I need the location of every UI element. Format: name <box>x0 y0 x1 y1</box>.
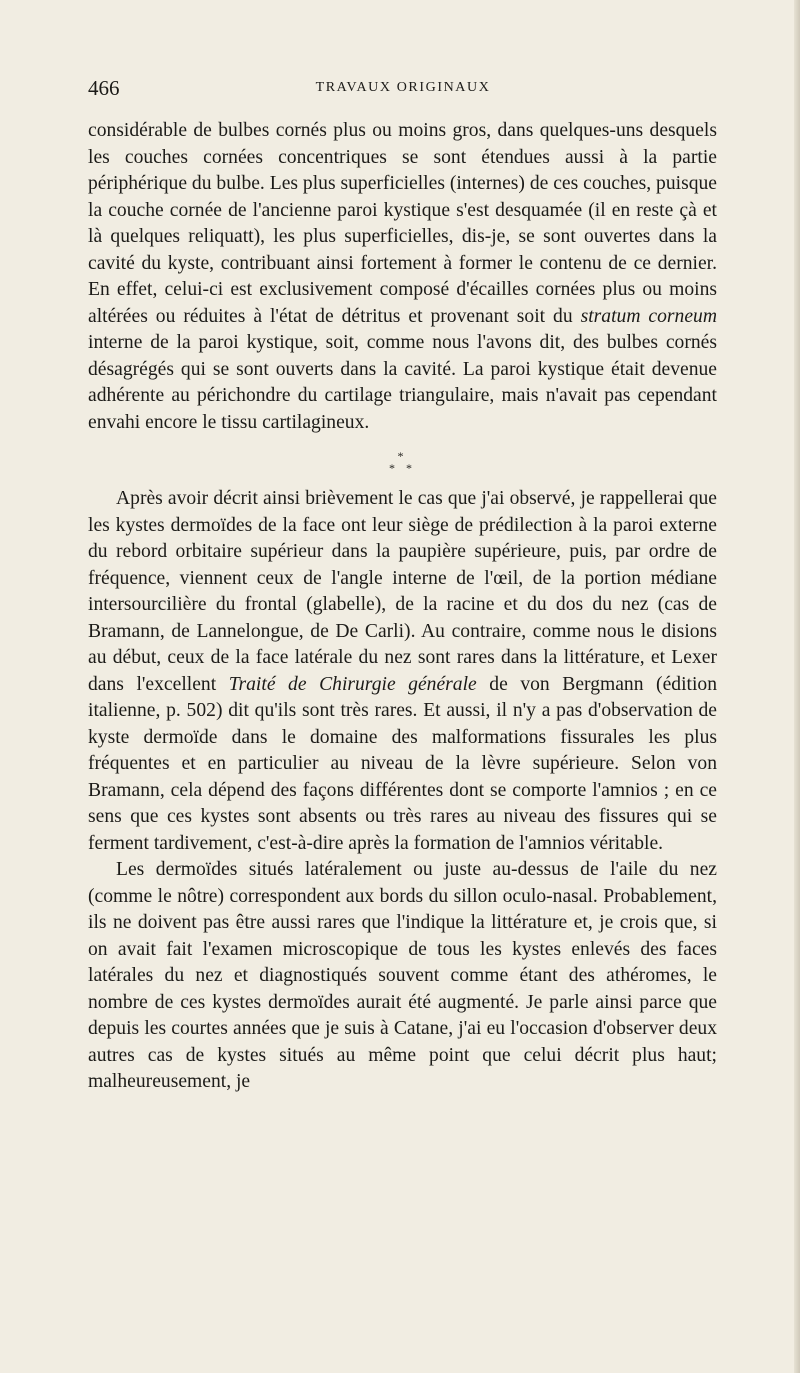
page-edge-shadow <box>794 0 800 1373</box>
paragraph-2-italic: Traité de Chirurgie générale <box>228 673 477 695</box>
paragraph-2 <box>88 486 717 857</box>
paragraph-2-part-b: de von Bergmann (édition italienne, p. 502) dit qu'ils sont très rares. Et aussi, il n'y a pas d'observation de kyste dermoïde dans le domaine des malformations fissurales les plus fréquentes et en particulier au niveau de la lèvre supérieure. Selon von Bramann, cela dépend des façons différentes dont se comporte l'amnios ; en ce sens que ces kystes sont absents ou très rares au niveau des fissures qui se ferment tardivement, c'est-à-dire après la formation de l'amnios véritable. <box>88 673 717 854</box>
paragraph-1-part-a: considérable de bulbes cornés plus ou moins gros, dans quelques-uns desquels les couches cornées concentriques se sont étendues aussi à la partie périphérique du bulbe. Les plus superficielles (internes) de ces couches, puisque la couche cornée de l'ancienne paroi kystique s'est desquamée (il en reste çà et là quelques reliquatt), les plus superficielles, dis-je, se sont ouvertes dans la cavité du kyste, contribuant ainsi fortement à former le contenu de ce dernier. En effet, celui-ci est exclusivement composé d'écailles cornées plus ou moins altérées ou réduites à l'état de détritus et provenant soit du <box>88 120 717 327</box>
asterism-top: * <box>397 449 408 463</box>
paragraph-3: Les dermoïdes situés latéralement ou juste au-dessus de l'aile du nez (comme le nôtre) correspondent aux bords du sillon oculo-nasal. Probablement, ils ne doivent pas être aussi rares que l'indique la littérature et, je crois que, si on avait fait l'examen microscopique de tous les kystes enlevés des faces latérales du nez et diagnostiqués souvent comme étant des athéromes, le nombre de ces kystes dermoïdes aurait été augmenté. Je parle ainsi parce que depuis les courtes années que je suis à Catane, j'ai eu l'occasion d'observer deux autres cas de kystes situés au même point que celui décrit plus haut; malheureusement, je <box>88 859 717 1092</box>
page-header <box>88 76 718 102</box>
page-number: 466 <box>88 76 120 100</box>
asterism-bottom: * * <box>389 461 416 475</box>
paragraph-1 <box>88 118 717 436</box>
running-head: TRAVAUX ORIGINAUX <box>315 80 491 95</box>
body-text <box>88 118 717 1096</box>
paragraph-2-part-a: Après avoir décrit ainsi brièvement le cas que j'ai observé, je rappellerai que les kystes dermoïdes de la face ont leur siège de prédilection à la paroi externe du rebord orbitaire supérieur dans la paupière supérieure, puis, par ordre de fréquence, viennent ceux de l'angle interne de l'œil, de la portion médiane intersourcilière du frontal (glabelle), de la racine et du dos du nez (cas de Bramann, de Lannelongue, de De Carli). Au contraire, comme nous le disions au début, ceux de la face latérale du nez sont rares dans la littérature, et Lexer dans l'excellent <box>88 488 717 695</box>
asterism-separator <box>88 450 717 474</box>
paragraph-1-part-b: interne de la paroi kystique, soit, comme nous l'avons dit, des bulbes cornés désagrégés qui se sont ouverts dans la cavité. La paroi kystique était devenue adhérente au périchondre du cartilage triangulaire, mais n'avait pas cependant envahi encore le tissu cartilagineux. <box>88 332 717 433</box>
paragraph-1-italic: stratum corneum <box>580 305 717 327</box>
